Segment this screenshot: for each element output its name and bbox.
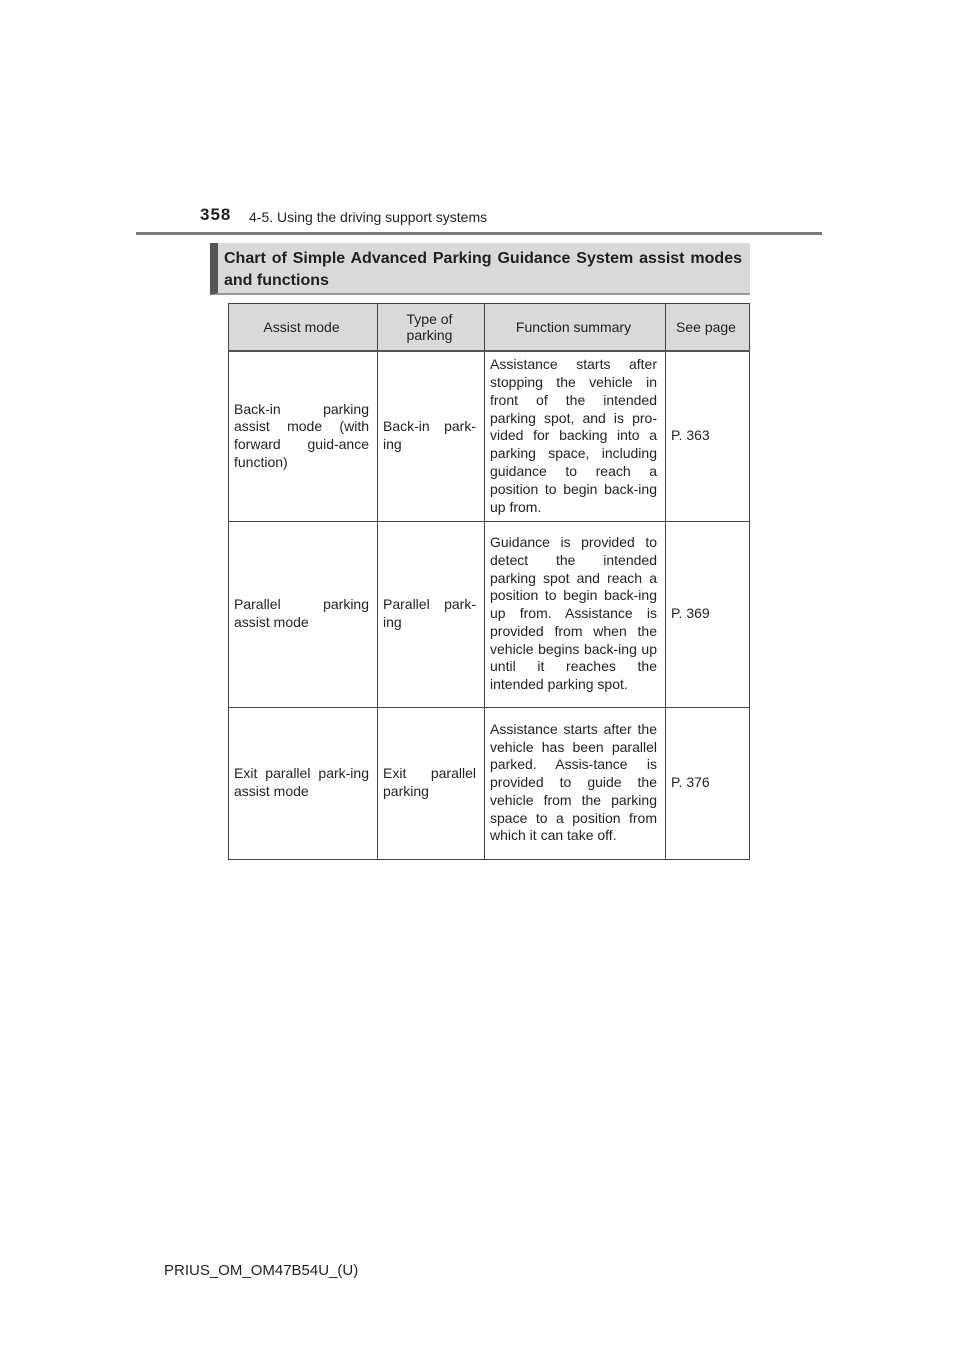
cell-assist-mode: Back-in parking assist mode (with forward guid-ance function) — [229, 351, 378, 521]
footer-document-code: PRIUS_OM_OM47B54U_(U) — [164, 1262, 359, 1279]
table-row — [229, 707, 750, 859]
cell-function-summary: Assistance starts after stopping the vehicle in front of the intended parking spot, and is pro-vided for backing into a parking space, including guidance to reach a position to begin back-ing up from. — [485, 351, 666, 521]
column-header-type-of-parking: Type of parking — [378, 304, 485, 352]
table-row — [229, 521, 750, 707]
assist-modes-table — [228, 303, 750, 860]
cell-type-of-parking: Parallel park-ing — [378, 521, 485, 707]
column-header-function-summary: Function summary — [485, 304, 666, 352]
header-rule — [136, 232, 822, 235]
cell-assist-mode: Exit parallel park-ing assist mode — [229, 707, 378, 859]
cell-function-summary: Guidance is provided to detect the intended parking spot and reach a position to begin back-ing up from. Assistance is provided from when the vehicle begins back-ing up until it reaches the intended parking spot. — [485, 521, 666, 707]
column-header-see-page: See page — [666, 304, 750, 352]
cell-see-page: P. 376 — [666, 707, 750, 859]
cell-type-of-parking: Back-in park-ing — [378, 351, 485, 521]
section-heading: Chart of Simple Advanced Parking Guidance System assist modes and functions — [210, 243, 750, 295]
header-section-title: 4-5. Using the driving support systems — [249, 209, 488, 225]
cell-assist-mode: Parallel parking assist mode — [229, 521, 378, 707]
cell-function-summary: Assistance starts after the vehicle has been parallel parked. Assis-tance is provided to guide the vehicle from the parking space to a position from which it can take off. — [485, 707, 666, 859]
cell-see-page: P. 363 — [666, 351, 750, 521]
cell-type-of-parking: Exit parallel parking — [378, 707, 485, 859]
cell-see-page: P. 369 — [666, 521, 750, 707]
table-header-row — [229, 304, 750, 352]
page-number: 358 — [200, 205, 232, 224]
table-row — [229, 351, 750, 521]
column-header-assist-mode: Assist mode — [229, 304, 378, 352]
